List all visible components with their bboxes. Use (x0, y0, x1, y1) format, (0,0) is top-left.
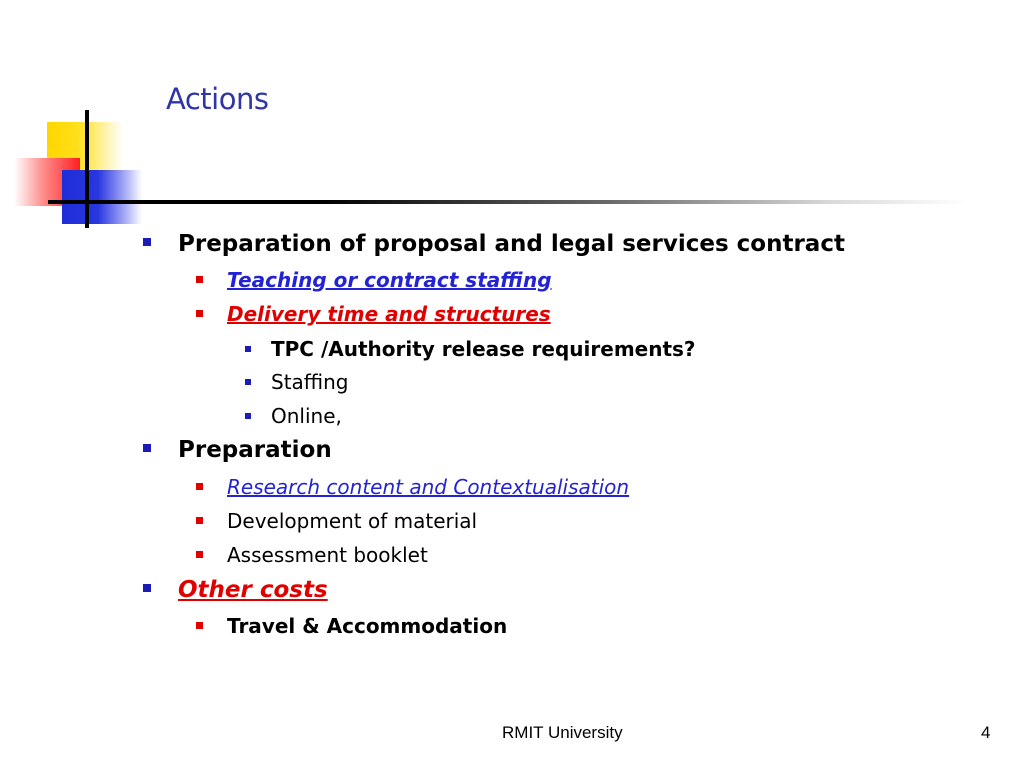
hyperlink-text[interactable]: Other costs (178, 577, 328, 603)
footer-organization: RMIT University (502, 723, 623, 742)
square-bullet-icon (245, 413, 251, 419)
bullet-item (143, 437, 332, 463)
bullet-item[interactable] (143, 577, 328, 603)
hyperlink-text[interactable]: Delivery time and structures (227, 302, 551, 326)
square-bullet-icon (143, 584, 151, 592)
sub-bullet-item[interactable] (196, 268, 552, 292)
bullet-text: Online, (271, 404, 342, 428)
square-bullet-icon (196, 483, 203, 490)
hyperlink-text[interactable]: Research content and Contextualisation (227, 475, 630, 499)
sub-bullet-item (196, 509, 477, 533)
bullet-text: Preparation of proposal and legal services contract (178, 231, 845, 257)
square-bullet-icon (245, 346, 251, 352)
sub-bullet-item[interactable] (196, 475, 629, 499)
decor-vertical-line (85, 110, 89, 228)
decor-blue-square (62, 170, 142, 224)
slide-number: 4 (981, 723, 991, 742)
hyperlink-text[interactable]: Teaching or contract staffing (227, 268, 552, 292)
sub-bullet-item (196, 614, 507, 638)
bullet-text: TPC /Authority release requirements? (271, 337, 696, 361)
square-bullet-icon (196, 622, 203, 629)
bullet-text: Preparation (178, 437, 332, 463)
sub-sub-bullet-item (245, 404, 342, 428)
slide-title: Actions (166, 82, 269, 116)
bullet-text: Staffing (271, 370, 349, 394)
square-bullet-icon (196, 310, 203, 317)
sub-bullet-item[interactable] (196, 302, 551, 326)
bullet-item (143, 231, 845, 257)
square-bullet-icon (143, 444, 151, 452)
square-bullet-icon (196, 517, 203, 524)
square-bullet-icon (196, 551, 203, 558)
sub-sub-bullet-item (245, 370, 349, 394)
square-bullet-icon (196, 276, 203, 283)
bullet-text: Assessment booklet (227, 543, 428, 567)
bullet-text: Development of material (227, 509, 478, 533)
bullet-text: Travel & Accommodation (227, 614, 508, 638)
sub-bullet-item (196, 543, 428, 567)
sub-sub-bullet-item (245, 337, 696, 361)
square-bullet-icon (143, 238, 151, 246)
title-underline-rule (48, 200, 968, 204)
square-bullet-icon (245, 379, 251, 385)
